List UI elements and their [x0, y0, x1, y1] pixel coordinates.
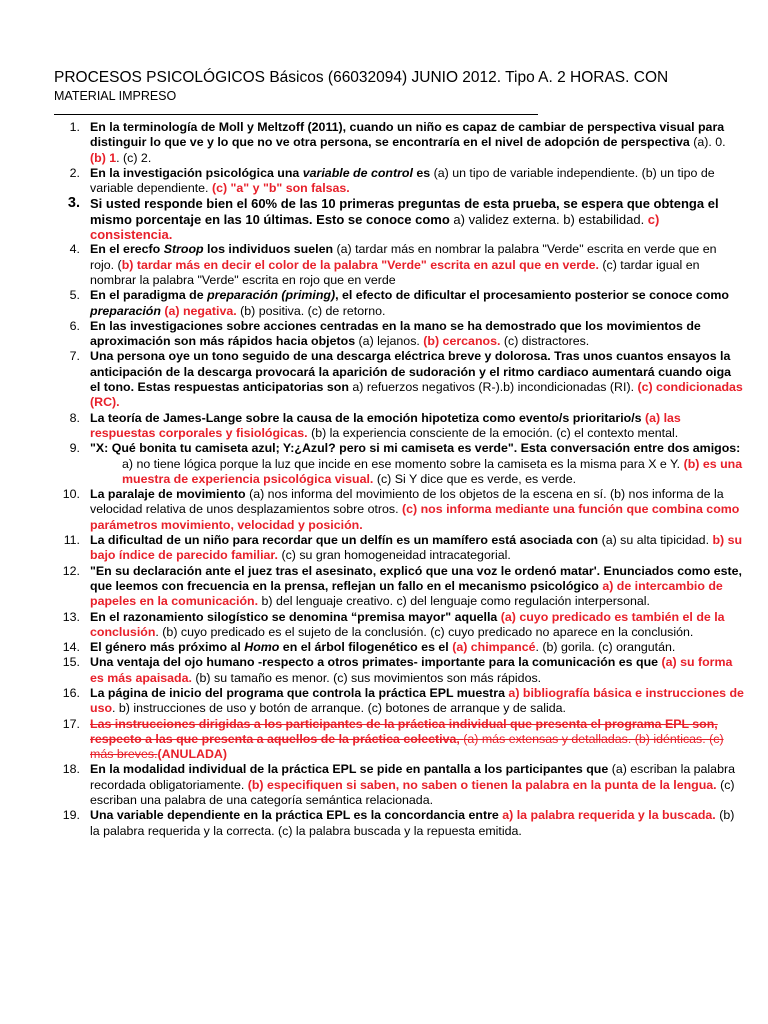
- question-number: 2.: [69, 165, 80, 180]
- correct-answer: c) consistencia.: [90, 211, 660, 243]
- question-3: [42, 196, 744, 242]
- question-text: "X: Qué bonita tu camiseta azul; Y:¿Azul? pero si mi camiseta es verde". Esta conversación entre dos amigos:: [90, 441, 741, 456]
- question-text: Si usted responde bien el 60% de las 10 primeras preguntas de esta prueba, se espera que obtenga el mismo porcentaje en las 10 últimas. Esto se conoce como: [90, 196, 719, 227]
- options: (a) un tipo de variable independiente. (b) un tipo de variable dependiente.: [90, 165, 715, 196]
- question-text-end: los individuos suelen: [203, 242, 337, 257]
- option-c: (c) su gran homogeneidad intracategorial.: [281, 548, 511, 563]
- question-number: 15.: [62, 655, 80, 670]
- question-text: La teoría de James-Lange sobre la causa de la emoción hipotetiza como evento/s prioritario/s: [90, 410, 645, 425]
- question-text: Las instrucciones dirigidas a los participantes de la práctica individual que presenta el programa EPL son, respecto a las que presenta a aquellos de la práctica colectiva,: [90, 716, 718, 746]
- correct-answer: (b) especifiquen si saben, no saben o tienen la palabra en la punta de la lengua.: [247, 777, 717, 792]
- option-c: (c) escriban una palabra de una categoría semántica relacionada.: [90, 777, 735, 808]
- option-a: (a) su alta tipicidad.: [601, 533, 713, 548]
- annulled-label: (ANULADA): [157, 747, 227, 762]
- question-1: [42, 120, 744, 166]
- question-8: [42, 411, 744, 442]
- question-text: En el erecfo: [90, 242, 164, 257]
- question-number: 5.: [69, 288, 80, 303]
- title-line-1: PROCESOS PSICOLÓGICOS Básicos (66032094) JUNIO 2012. Tipo A. 2 HORAS. CON: [54, 69, 669, 86]
- question-number: 13.: [62, 609, 80, 624]
- question-9: [42, 441, 744, 487]
- question-text: La dificultad de un niño para recordar que un delfín es un mamífero está asociada con: [90, 533, 602, 548]
- question-term-2: preparación: [90, 303, 161, 318]
- question-number: 1.: [69, 120, 80, 134]
- correct-answer: (b) cercanos.: [423, 334, 501, 349]
- options: (a) más extensas y detalladas. (b) idénticas. (c) más breves.: [90, 731, 724, 762]
- question-number: 14.: [62, 640, 80, 655]
- question-text: Una persona oye un tono seguido de una descarga eléctrica breve y dolorosa. Tras unos cuantos ensayos la anticipación de la descarga provocará la aparición de sudoración y el ritmo cardiaco aumentará cuando oiga el tono. Estas respuestas anticipatorias son: [90, 349, 732, 395]
- question-number: 7.: [69, 349, 80, 364]
- question-12: [42, 564, 744, 610]
- option-a: (a) lejanos.: [358, 334, 424, 349]
- correct-answer: (a) su forma es más apaisada.: [90, 655, 733, 685]
- option-a: (a) tardar más en nombrar la palabra "Verde" escrita en verde que en rojo. (: [90, 242, 717, 272]
- correct-answer: (a) negativa.: [160, 303, 237, 318]
- question-text: Una ventaja del ojo humano -respecto a otros primates- importante para la comunicación es que: [90, 655, 662, 670]
- correct-answer: (c) "a" y "b" son falsas.: [211, 181, 350, 196]
- correct-answer: (b) 1: [90, 150, 117, 165]
- correct-answer: a) de intercambio de papeles en la comunicación.: [90, 578, 723, 609]
- options: (a) nos informa del movimiento de los objetos de la escena en sí. (b) nos informa de la velocidad relativa de unos desplazamientos sobre otros.: [90, 487, 724, 517]
- correct-answer: (a) las respuestas corporales y fisiológicas.: [90, 410, 681, 440]
- question-number: 6.: [69, 318, 80, 333]
- options: a) validez externa. b) estabilidad.: [453, 211, 648, 227]
- document-title: [54, 68, 734, 106]
- option-c: (c) tardar igual en nombrar la palabra "Verde" escrita en rojo que en verde: [90, 257, 700, 287]
- correct-answer: (a) cuyo predicado es también el de la conclusión: [90, 609, 725, 639]
- option-a: (a) escriban la palabra recordada obligatoriamente.: [90, 762, 735, 792]
- question-10: [42, 487, 744, 533]
- question-4: [42, 242, 744, 288]
- question-text-mid: , el efecto de dificultar el procesamiento posterior se conoce como: [335, 288, 729, 303]
- correct-answer: a) bibliografía básica e instrucciones de uso: [90, 685, 744, 716]
- question-term: preparación (priming): [207, 288, 336, 303]
- correct-answer: (c) nos informa mediante una función que combina como parámetros movimiento, velocidad y posición.: [90, 502, 740, 532]
- options: . (b) gorila. (c) orangután.: [535, 640, 676, 655]
- question-term: Homo: [244, 640, 280, 655]
- question-text: En la terminología de Moll y Meltzoff (2011), cuando un niño es capaz de cambiar de perspectiva visual para distinguir lo que ve y lo que no ve otra persona, se encontraría en el nivel de adopción de perspectiva: [90, 120, 725, 150]
- question-5: [42, 288, 744, 319]
- options: (b) la palabra requerida y la correcta. (c) la palabra buscada y la repuesta emitida.: [90, 808, 735, 838]
- correct-answer: (c) condicionadas (RC).: [90, 380, 743, 410]
- options: (b) su tamaño es menor. (c) sus movimientos son más rápidos.: [195, 670, 542, 685]
- question-15: [42, 655, 744, 686]
- question-11: [42, 533, 744, 564]
- option-a: a) no tiene lógica porque la luz que incide en ese momento sobre la camiseta es la misma para X e Y.: [122, 456, 684, 471]
- option-a: (a). 0.: [693, 135, 726, 150]
- question-text: La paralaje de movimiento: [90, 487, 250, 502]
- question-term: variable de control: [302, 165, 413, 180]
- correct-answer: (b) es una muestra de experiencia psicológica visual.: [122, 456, 743, 486]
- question-number: 17.: [62, 716, 80, 731]
- question-number: 4.: [69, 242, 80, 257]
- question-text: En el razonamiento silogístico se denomina “premisa mayor" aquella: [90, 609, 501, 624]
- question-text: En el paradigma de: [90, 288, 208, 303]
- question-7: [42, 349, 744, 410]
- question-6: [42, 319, 744, 350]
- title-underline: [54, 114, 538, 115]
- options: b) del lenguaje creativo. c) del lenguaje como regulación interpersonal.: [261, 594, 650, 609]
- correct-answer: (a) chimpancé: [452, 640, 536, 655]
- question-text: En la modalidad individual de la práctica EPL se pide en pantalla a los participantes que: [90, 762, 612, 777]
- options: (b) cuyo predicado es el sujeto de la conclusión. (c) cuyo predicado no aparece en la conclusión.: [162, 624, 694, 639]
- question-2: [42, 166, 744, 197]
- title-line-2: MATERIAL IMPRESO: [54, 89, 177, 103]
- options: (b) la experiencia consciente de la emoción. (c) el contexto mental.: [311, 425, 679, 440]
- question-14: [42, 640, 744, 655]
- question-number: 11.: [63, 533, 80, 548]
- question-number: 8.: [69, 410, 80, 425]
- question-number: 9.: [69, 441, 80, 456]
- question-text: La página de inicio del programa que controla la práctica EPL muestra: [90, 685, 509, 700]
- question-13: 13. En el razonamiento silogístico se denomina “premisa mayor" aquella (a) cuyo predicado es también el de la conclusión. (b) cuyo predicado es el sujeto de la conclusión. (c) cuyo predicado no aparece en la conclusión.: [42, 610, 744, 641]
- question-number: 12.: [62, 563, 80, 578]
- question-number: 19.: [62, 808, 80, 823]
- question-text: "En su declaración ante el juez tras el asesinato, explicó que una voz le ordenó matar'. Enunciados como este, que leemos con frecuencia en la prensa, reflejan un fallo en el mecanismo psicológico: [90, 563, 742, 593]
- question-text: El género más próximo al: [90, 640, 245, 655]
- question-number: 16.: [62, 685, 80, 700]
- question-term: Stroop: [163, 242, 204, 257]
- question-number: 10.: [62, 487, 80, 502]
- question-list: [42, 120, 744, 839]
- options: . b) instrucciones de uso y botón de arranque. (c) botones de arranque y de salida.: [112, 701, 566, 716]
- answer-block: [90, 457, 744, 488]
- question-text: Una variable dependiente en la práctica EPL es la concordancia entre: [90, 808, 503, 823]
- question-17-annulled: [42, 717, 744, 763]
- question-text: En la investigación psicológica una: [90, 165, 303, 180]
- option-c: (c) distractores.: [503, 334, 590, 349]
- question-16: [42, 686, 744, 717]
- options: (b) positiva. (c) de retorno.: [240, 303, 386, 318]
- correct-answer: a) la palabra requerida y la buscada.: [502, 808, 716, 823]
- question-text-end: en el árbol filogenético es el: [279, 640, 453, 655]
- question-text: En las investigaciones sobre acciones centradas en la mano se ha demostrado que los movimientos de aproximación son más rápidos hacia objetos: [90, 318, 701, 349]
- question-number: 18.: [62, 762, 80, 777]
- correct-answer: b) su bajo índice de parecido familiar.: [90, 533, 743, 563]
- correct-answer: b) tardar más en decir el color de la palabra "Verde" escrita en azul que en verde.: [121, 257, 599, 272]
- option-rest: . (c) 2.: [116, 150, 152, 165]
- question-18: [42, 762, 744, 808]
- question-number: 3.: [67, 195, 80, 212]
- question-19: [42, 808, 744, 839]
- option-c: (c) Si Y dice que es verde, es verde.: [376, 471, 577, 486]
- question-text-end: es: [412, 165, 434, 180]
- options: a) refuerzos negativos (R-).b) incondicionadas (RI).: [352, 380, 638, 395]
